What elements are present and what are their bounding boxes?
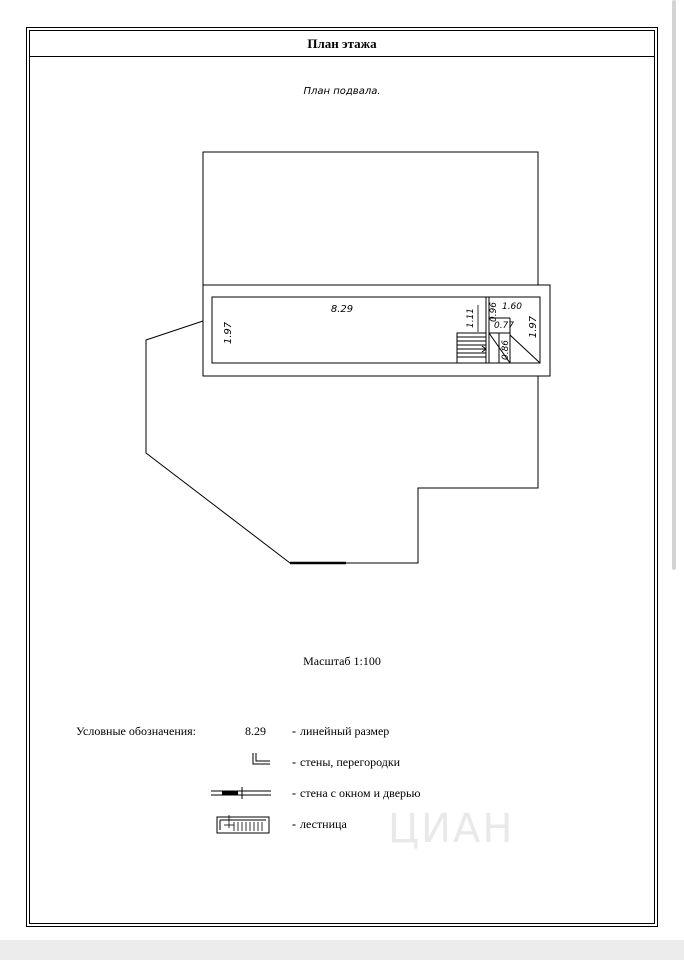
dim-width-right: 1.97 bbox=[528, 315, 539, 339]
legend-sample-dimension: 8.29 bbox=[245, 724, 266, 738]
legend-item-dimension-text: линейный размер bbox=[300, 724, 390, 738]
legend-heading: Условные обозначения: bbox=[76, 724, 197, 738]
scale-label: Масштаб 1:100 bbox=[303, 654, 381, 668]
watermark-logo: ЦИАН bbox=[388, 806, 515, 852]
scrollbar-thumb[interactable] bbox=[672, 0, 676, 570]
legend-item-walls-text: стены, перегородки bbox=[300, 755, 401, 769]
dim-stair-length: 1.11 bbox=[466, 307, 476, 329]
stair-symbol-icon bbox=[214, 814, 272, 836]
plan-subtitle: План подвала. bbox=[303, 86, 381, 97]
dim-width-left: 1.97 bbox=[223, 321, 234, 345]
dim-small-b: 1.60 bbox=[501, 302, 523, 312]
sheet-title: План этажа bbox=[30, 31, 654, 57]
bottom-bar bbox=[0, 940, 684, 960]
dim-small-a: 0.96 bbox=[489, 301, 499, 323]
legend-item-stair-text: лестница bbox=[300, 817, 347, 831]
legend-item-stair: - лестница bbox=[292, 817, 347, 831]
legend-item-window-door-text: стена с окном и дверью bbox=[300, 786, 421, 800]
dim-small-d: 0.86 bbox=[501, 339, 511, 361]
legend-item-dimension: - линейный размер bbox=[292, 724, 390, 738]
legend-item-walls: - стены, перегородки bbox=[292, 755, 401, 769]
dim-small-c: 0.77 bbox=[493, 321, 515, 331]
legend-item-window-door: - стена с окном и дверью bbox=[292, 786, 421, 800]
window-door-symbol-icon bbox=[210, 786, 272, 800]
dim-length: 8.29 bbox=[330, 304, 354, 315]
walls-symbol-icon bbox=[250, 752, 272, 768]
vertical-scrollbar[interactable] bbox=[664, 0, 684, 940]
